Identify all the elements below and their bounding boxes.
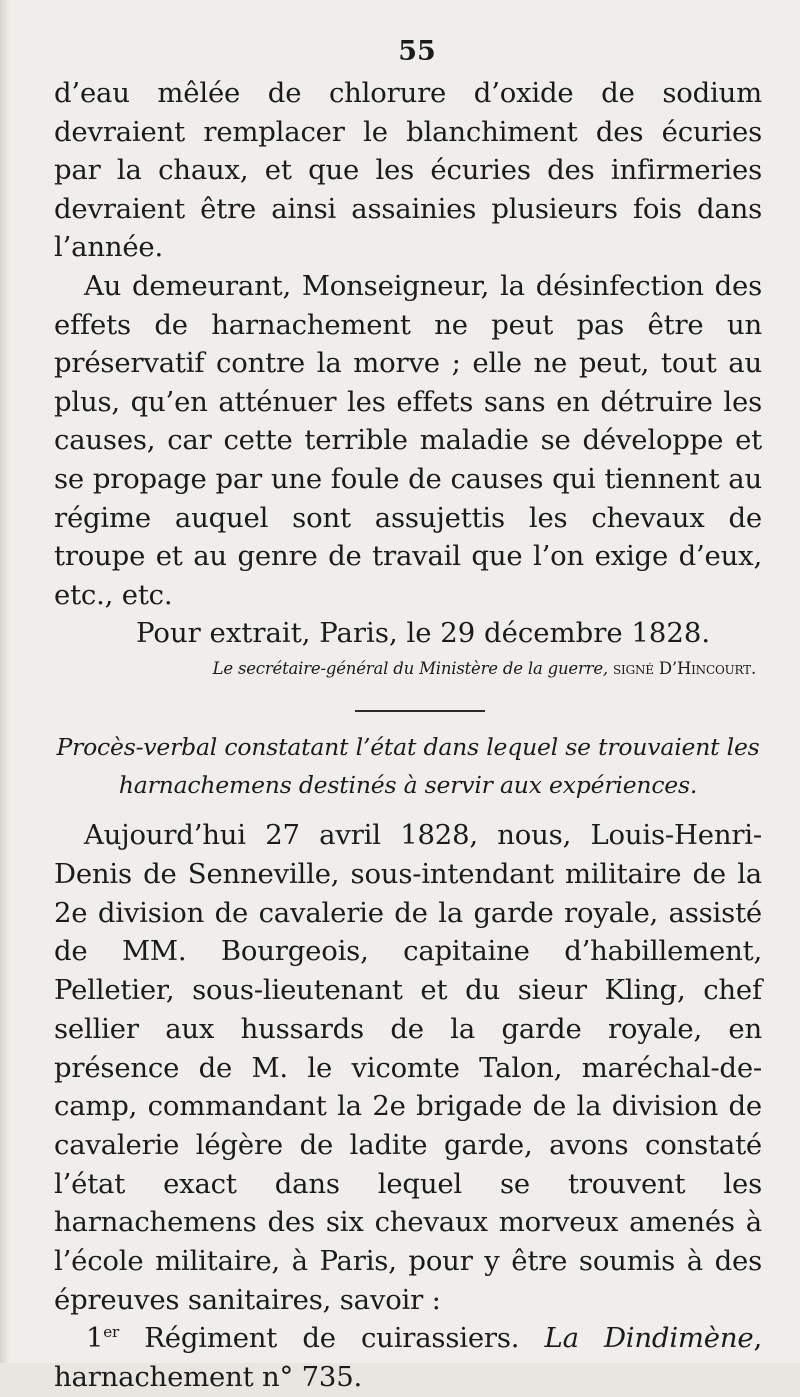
regiment-ordinal-suffix: er (103, 1323, 120, 1342)
page-number: 55 (398, 36, 436, 67)
section-divider (355, 710, 485, 712)
signatory-name: signé D’Hincourt. (613, 659, 756, 679)
regiment-name: Régiment de cuirassiers. (144, 1322, 520, 1355)
signatory-line (54, 654, 762, 684)
regiment-entry (54, 1319, 762, 1396)
paragraph-proces-verbal: Aujourd’hui 27 avril 1828, nous, Louis-Henri-Denis de Senneville, sous-intendant militaire de la 2e division de cavalerie de la garde royale, assisté de MM. Bourgeois, capitaine d’habillement, Pelletier, sous-lieutenant et du sieur Kling, chef sellier aux hussards de la garde royale, en présence de M. le vicomte Talon, maréchal-de-camp, commandant la 2e brigade de la division de cavalerie légère de ladite garde, avons constaté l’état exact dans lequel se trouvent les harnachemens des six chevaux morveux amenés à l’école militaire, à Paris, pour y être soumis à des épreuves sanitaires, savoir : (54, 819, 762, 1316)
paragraph-desinfection: Au demeurant, Monseigneur, la désinfection des effets de harnachement ne peut pas être un préservatif contre la morve ; elle ne peut, tout au plus, qu’en atténuer les effets sans en détruire les causes, car cette terrible maladie se développe et se propage par une foule de causes qui tiennent au régime auquel sont assujettis les chevaux de troupe et au genre de travail que l’on exige d’eux, etc., etc. (54, 269, 762, 611)
paragraph-chlorure: d’eau mêlée de chlorure d’oxide de sodium devraient remplacer le blanchiment des écuries par la chaux, et que les écuries des infirmeries devraient être ainsi assainies plusieurs fois dans l’année. (54, 77, 762, 264)
section-title: Procès-verbal constatant l’état dans lequel se trouvaient les harnachemens destinés à servir aux expériences. (56, 733, 760, 800)
regiment-ordinal: 1 (86, 1322, 104, 1355)
extract-date-line: Pour extrait, Paris, le 29 décembre 1828. (136, 617, 711, 650)
signatory-title: Le secrétaire-général du Ministère de la guerre, (212, 659, 608, 679)
harness-number: , harnachement n° 735. (54, 1322, 762, 1394)
horse-name: La Dindimène (544, 1322, 754, 1355)
page-gutter-shadow (0, 0, 10, 1363)
